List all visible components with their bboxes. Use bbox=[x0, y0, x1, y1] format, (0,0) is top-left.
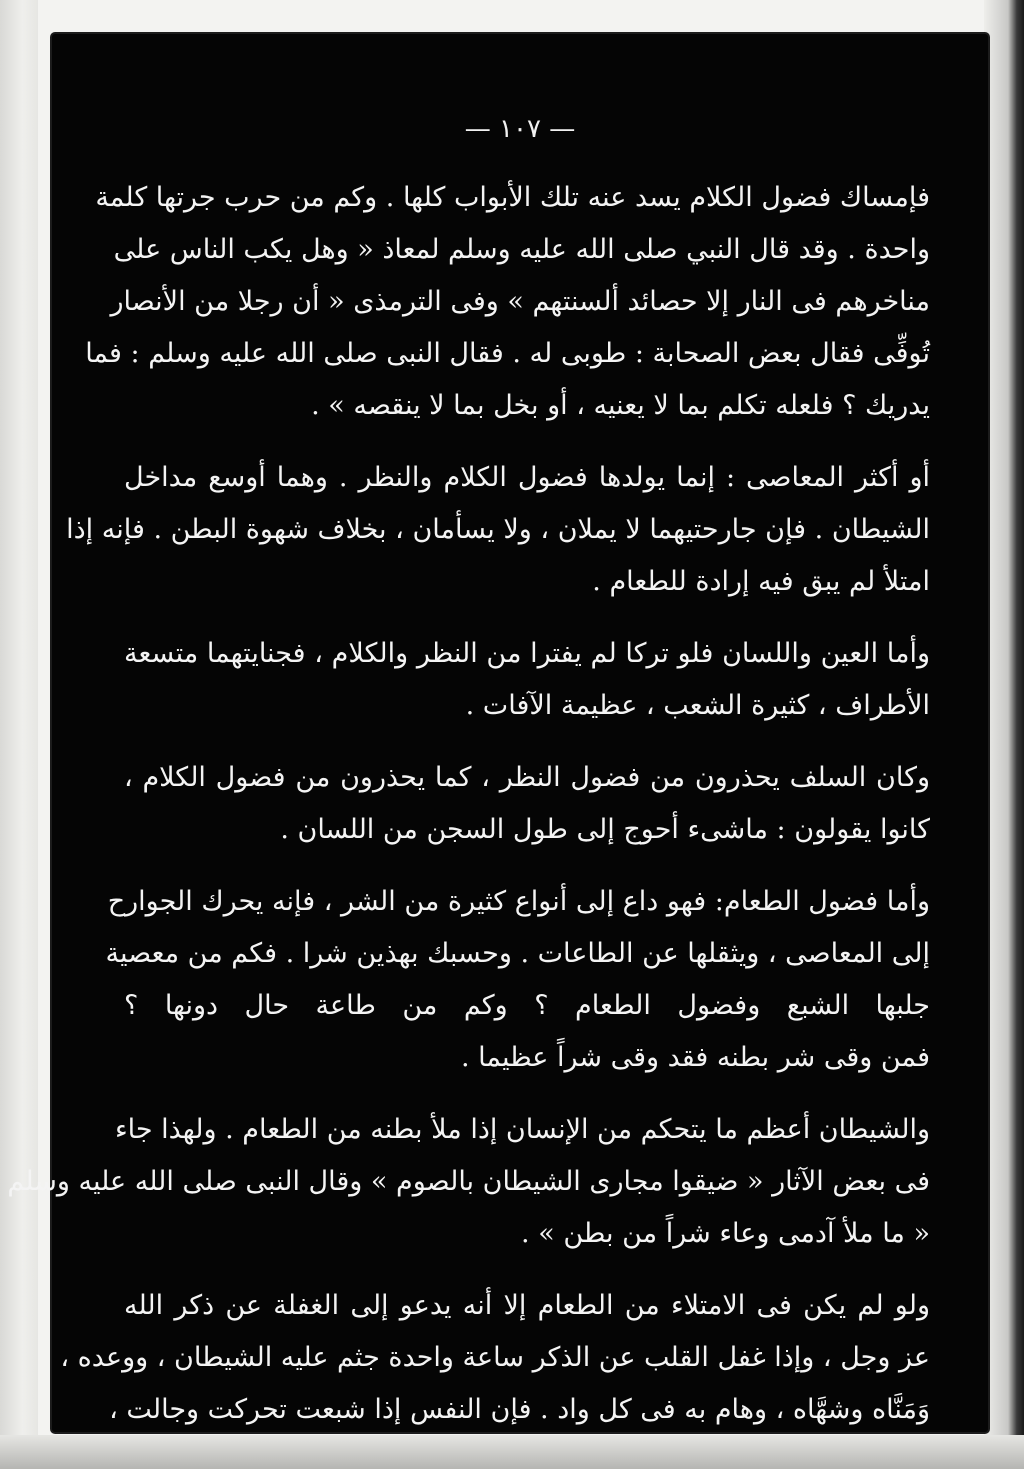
book-page bbox=[7, 34, 988, 1432]
text-line: فإمساك فضول الكلام يسد عنه تلك الأبواب كلها . وكم من حرب جرتها كلمة bbox=[95, 182, 930, 213]
text-line: مناخرهم فى النار إلا حصائد ألسنتهم » وفى الترمذى « أن رجلا من الأنصار bbox=[110, 286, 930, 317]
text-line: الشيطان . فإن جارحتيهما لا يملان ، ولا يسأمان ، بخلاف شهوة البطن . فإنه إذا bbox=[66, 514, 930, 545]
scan-left-edge bbox=[0, 0, 38, 1469]
text-line: وَمَنَّاه وشهَّاه ، وهام به فى كل واد . فإن النفس إذا شبعت تحركت وجالت ، bbox=[109, 1394, 930, 1425]
text-line: وكان السلف يحذرون من فضول النظر ، كما يحذرون من فضول الكلام ، bbox=[124, 762, 930, 793]
text-line: أو أكثر المعاصى : إنما يولدها فضول الكلام والنظر . وهما أوسع مداخل bbox=[124, 462, 930, 493]
scan-bottom-edge bbox=[0, 1435, 1024, 1469]
text-line: ولو لم يكن فى الامتلاء من الطعام إلا أنه يدعو إلى الغفلة عن ذكر الله bbox=[124, 1290, 930, 1321]
scan-right-edge bbox=[984, 0, 1024, 1469]
text-line: الأطراف ، كثيرة الشعب ، عظيمة الآفات . bbox=[465, 690, 930, 721]
text-line: تُوفِّى فقال بعض الصحابة : طوبى له . فقال النبى صلى الله عليه وسلم : فما bbox=[85, 338, 930, 369]
text-line: وأما فضول الطعام: فهو داع إلى أنواع كثيرة من الشر ، فإنه يحرك الجوارح bbox=[107, 886, 930, 917]
text-line: والشيطان أعظم ما يتحكم من الإنسان إذا ملأ بطنه من الطعام . ولهذا جاء bbox=[114, 1114, 930, 1145]
page-body-text bbox=[7, 172, 930, 1436]
text-line: وأما العين واللسان فلو تركا لم يفترا من النظر والكلام ، فجنايتهما متسعة bbox=[124, 638, 930, 669]
text-line: « ما ملأ آدمى وعاء شراً من بطن » . bbox=[521, 1218, 930, 1249]
text-line: فمن وقى شر بطنه فقد وقى شراً عظيما . bbox=[460, 1042, 930, 1073]
text-line: إلى المعاصى ، ويثقلها عن الطاعات . وحسبك بهذين شرا . فكم من معصية bbox=[105, 938, 930, 969]
text-line: كانوا يقولون : ماشىء أحوج إلى طول السجن من اللسان . bbox=[280, 814, 930, 845]
text-line: جلبها الشبع وفضول الطعام ؟ وكم من طاعة حال دونها ؟ bbox=[124, 990, 930, 1021]
text-line: فى بعض الآثار « ضيقوا مجارى الشيطان بالصوم » وقال النبى صلى الله عليه وسلم bbox=[7, 1166, 930, 1197]
page-number: — ١٠٧ — bbox=[464, 114, 576, 144]
text-line: واحدة . وقد قال النبي صلى الله عليه وسلم لمعاذ « وهل يكب الناس على bbox=[113, 234, 930, 265]
text-line: يدريك ؟ فلعله تكلم بما لا يعنيه ، أو بخل بما لا ينقصه » . bbox=[311, 390, 930, 421]
text-line: عز وجل ، وإذا غفل القلب عن الذكر ساعة واحدة جثم عليه الشيطان ، ووعده ، bbox=[60, 1342, 930, 1373]
text-line: امتلأ لم يبق فيه إرادة للطعام . bbox=[592, 566, 930, 597]
